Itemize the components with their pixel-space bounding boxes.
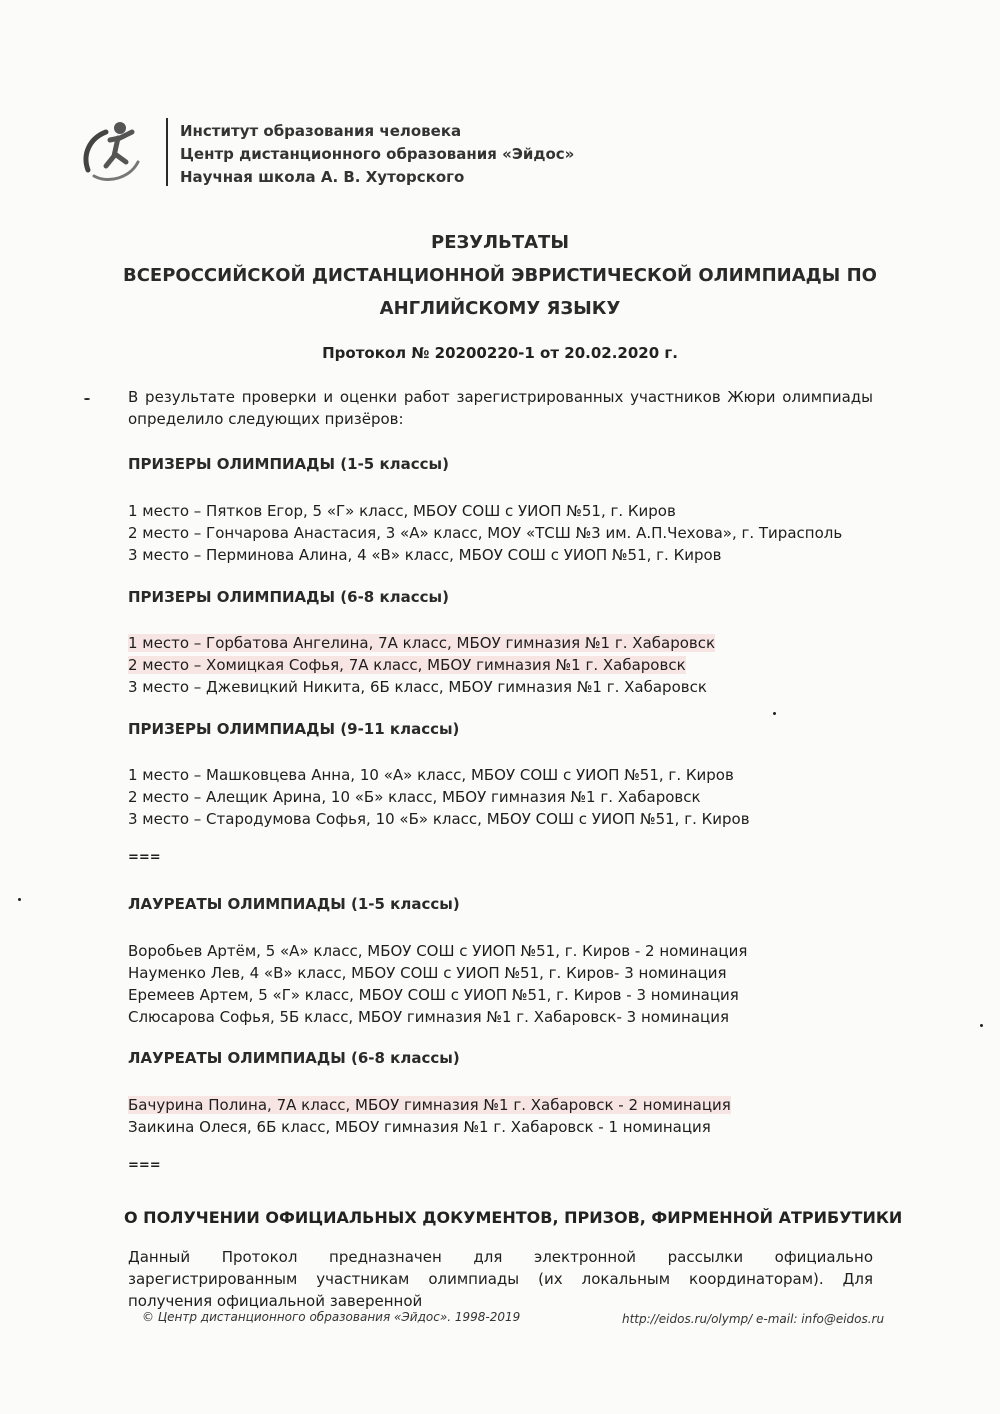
- prizewinners-heading-1-5: ПРИЗЕРЫ ОЛИМПИАДЫ (1-5 классы): [128, 455, 449, 473]
- prizewinner-entry: 1 место – Машковцева Анна, 10 «А» класс, МБОУ СОШ с УИОП №51, г. Киров: [128, 766, 734, 784]
- prizewinner-entry: 3 место – Стародумова Софья, 10 «Б» класс, МБОУ СОШ с УИОП №51, г. Киров: [128, 810, 750, 828]
- laureate-entry: Слюсарова Софья, 5Б класс, МБОУ гимназия №1 г. Хабаровск- 3 номинация: [128, 1008, 729, 1026]
- section-separator: ===: [128, 1158, 161, 1173]
- scan-speck: [980, 1024, 983, 1027]
- title-line-2: ВСЕРОССИЙСКОЙ ДИСТАНЦИОННОЙ ЭВРИСТИЧЕСКОЙ ОЛИМПИАДЫ ПО: [123, 265, 877, 286]
- prizewinner-entry: 1 место – Пятков Егор, 5 «Г» класс, МБОУ СОШ с УИОП №51, г. Киров: [128, 502, 676, 520]
- org-line-school: Научная школа А. В. Хуторского: [180, 168, 465, 186]
- laureates-heading-1-5: ЛАУРЕАТЫ ОЛИМПИАДЫ (1-5 классы): [128, 895, 460, 913]
- laureate-entry: Заикина Олеся, 6Б класс, МБОУ гимназия №1 г. Хабаровск - 1 номинация: [128, 1118, 711, 1136]
- scan-speck: [84, 398, 90, 400]
- laureates-heading-6-8: ЛАУРЕАТЫ ОЛИМПИАДЫ (6-8 классы): [128, 1049, 460, 1067]
- documents-section-text: Данный Протокол предназначен для электронной рассылки официально зарегистрированным участникам олимпиады (их локальным координаторам). Для получения официальной заверенной: [128, 1248, 873, 1310]
- footer-contacts: http://eidos.ru/olymp/ e-mail: info@eidos.ru: [622, 1312, 885, 1326]
- header-divider: [166, 118, 168, 186]
- org-line-center: Центр дистанционного образования «Эйдос»: [180, 145, 575, 163]
- footer-copyright: © Центр дистанционного образования «Эйдос». 1998-2019: [142, 1310, 521, 1324]
- prizewinner-entry: 2 место – Гончарова Анастасия, 3 «А» класс, МОУ «ТСШ №3 им. А.П.Чехова», г. Тирасполь: [128, 524, 843, 542]
- title-line-1: РЕЗУЛЬТАТЫ: [431, 232, 569, 253]
- laureate-entry: Науменко Лев, 4 «В» класс, МБОУ СОШ с УИОП №51, г. Киров- 3 номинация: [128, 964, 727, 982]
- documents-section-heading: О ПОЛУЧЕНИИ ОФИЦИАЛЬНЫХ ДОКУМЕНТОВ, ПРИЗОВ, ФИРМЕННОЙ АТРИБУТИКИ: [124, 1208, 903, 1227]
- title-line-3: АНГЛИЙСКОМУ ЯЗЫКУ: [379, 298, 621, 319]
- eidos-logo-icon: [80, 118, 150, 188]
- section-separator: ===: [128, 850, 161, 865]
- laureate-entry: Еремеев Артем, 5 «Г» класс, МБОУ СОШ с УИОП №51, г. Киров - 3 номинация: [128, 986, 739, 1004]
- scan-speck: [773, 712, 776, 715]
- intro-paragraph: В результате проверки и оценки работ зарегистрированных участников Жюри олимпиады определило следующих призёров:: [128, 388, 873, 428]
- document-title: [120, 226, 880, 325]
- protocol-number: Протокол № 20200220-1 от 20.02.2020 г.: [322, 344, 678, 362]
- laureate-entry-highlighted: Бачурина Полина, 7А класс, МБОУ гимназия №1 г. Хабаровск - 2 номинация: [128, 1096, 731, 1114]
- org-line-institute: Институт образования человека: [180, 122, 462, 140]
- prizewinner-entry: 3 место – Джевицкий Никита, 6Б класс, МБОУ гимназия №1 г. Хабаровск: [128, 678, 707, 696]
- prizewinners-heading-6-8: ПРИЗЕРЫ ОЛИМПИАДЫ (6-8 классы): [128, 588, 449, 606]
- prizewinner-entry-highlighted: 1 место – Горбатова Ангелина, 7А класс, МБОУ гимназия №1 г. Хабаровск: [128, 634, 716, 652]
- scan-speck: [18, 898, 21, 901]
- prizewinner-entry-highlighted: 2 место – Хомицкая Софья, 7А класс, МБОУ гимназия №1 г. Хабаровск: [128, 656, 686, 674]
- organization-block: [180, 120, 574, 189]
- prizewinners-heading-9-11: ПРИЗЕРЫ ОЛИМПИАДЫ (9-11 классы): [128, 720, 460, 738]
- laureate-entry: Воробьев Артём, 5 «А» класс, МБОУ СОШ с УИОП №51, г. Киров - 2 номинация: [128, 942, 748, 960]
- prizewinner-entry: 2 место – Алещик Арина, 10 «Б» класс, МБОУ гимназия №1 г. Хабаровск: [128, 788, 701, 806]
- prizewinner-entry: 3 место – Перминова Алина, 4 «В» класс, МБОУ СОШ с УИОП №51, г. Киров: [128, 546, 722, 564]
